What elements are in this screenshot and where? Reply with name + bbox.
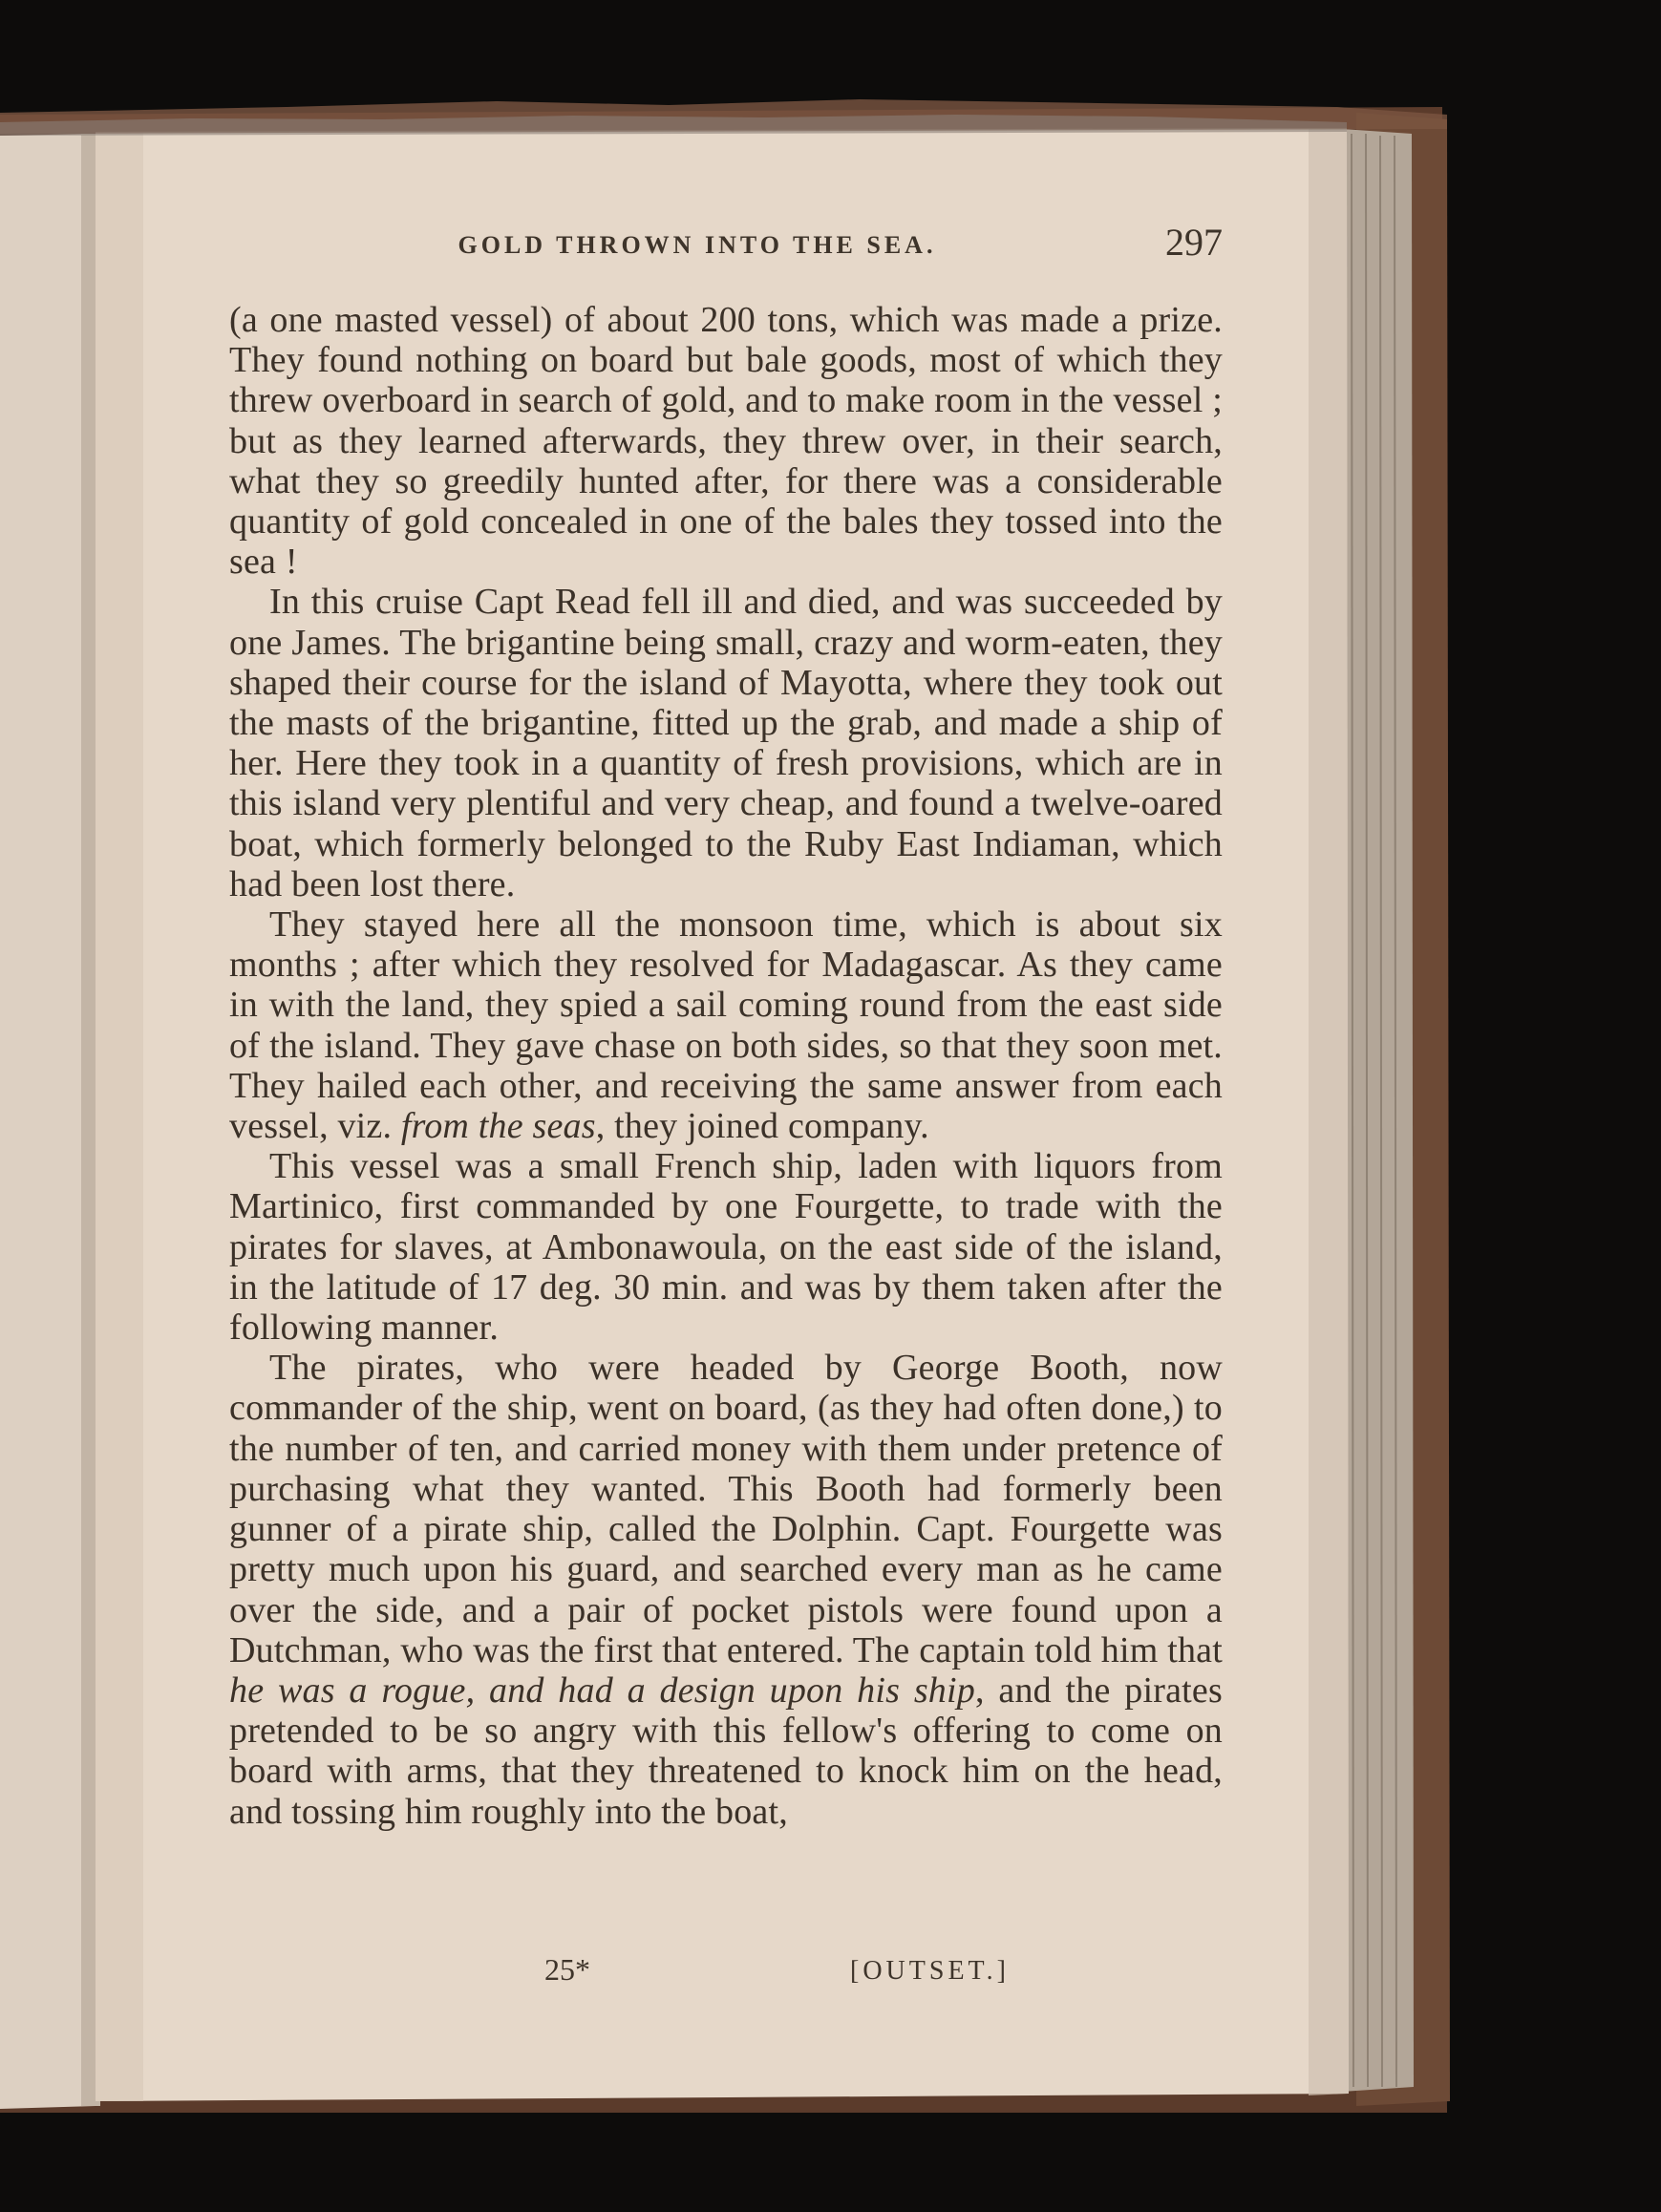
text-segment: In this cruise Capt Read fell ill and died, and was succeeded by one James. The brigantine being small, crazy and worm-eaten, they shaped their course for the island of Mayotta, where they took out the masts of the brigantine, fitted up the grab, and made a ship of her. Here they took in a quantity of fresh provisions, which are in this island very plentiful and very cheap, and found a twelve-oared boat, which formerly belonged to the Ruby East Indiaman, which had been lost there. xyxy=(229,582,1223,904)
running-head: GOLD THROWN INTO THE SEA. xyxy=(458,231,937,259)
text-segment: (a one masted vessel) of about 200 tons, which was made a prize. They found nothing on board but bale goods, most of which they threw overboard in search of gold, and to make room in the vessel ; but as they learned afterwards, they threw over, in their search, what they so greedily hunted after, for there was a considerable quantity of gold concealed in one of the bales they tossed into the sea ! xyxy=(229,300,1223,583)
text-segment: , they joined company. xyxy=(595,1106,929,1147)
page-header xyxy=(229,220,1223,267)
paragraph xyxy=(229,904,1223,1146)
page-footer xyxy=(229,1952,1223,1996)
italic-text: from the seas xyxy=(400,1106,596,1147)
signature-mark: [OUTSET.] xyxy=(850,1956,1010,1986)
italic-text: he was a rogue, and had a design upon his ship xyxy=(229,1670,975,1711)
signature-number: 25* xyxy=(544,1952,590,1987)
paragraph xyxy=(229,300,1223,582)
text-segment: , and the pirates pretended to be so angry with this fellow's offering to come on board with arms, that they threatened to knock him on the head, and tossing him roughly into the boat, xyxy=(229,1670,1223,1832)
page-number: 297 xyxy=(1165,221,1223,264)
paragraph xyxy=(229,1348,1223,1831)
body-text xyxy=(229,300,1223,1832)
text-segment: This vessel was a small French ship, laden with liquors from Martinico, first commanded by one Fourgette, to trade with the pirates for slaves, at Ambonawoula, on the east side of the island, in the latitude of 17 deg. 30 min. and was by them taken after the following manner. xyxy=(229,1146,1223,1349)
paragraph xyxy=(229,582,1223,904)
paragraph xyxy=(229,1146,1223,1348)
text-segment: They stayed here all the monsoon time, which is about six months ; after which they resolved for Madagascar. As they came in with the land, they spied a sail coming round from the east side of the island. They gave chase on both sides, so that they soon met. They hailed each other, and receiving the same answer from each vessel, viz. xyxy=(229,904,1223,1147)
text-segment: The pirates, who were headed by George Booth, now commander of the ship, went on board, (as they had often done,) to the number of ten, and carried money with them under pretence of purchasing what they wanted. This Booth had formerly been gunner of a pirate ship, called the Dolphin. Capt. Fourgette was pretty much upon his guard, and searched every man as he came over the side, and a pair of pocket pistols were found upon a Dutchman, who was the first that entered. The captain told him that xyxy=(229,1348,1223,1670)
